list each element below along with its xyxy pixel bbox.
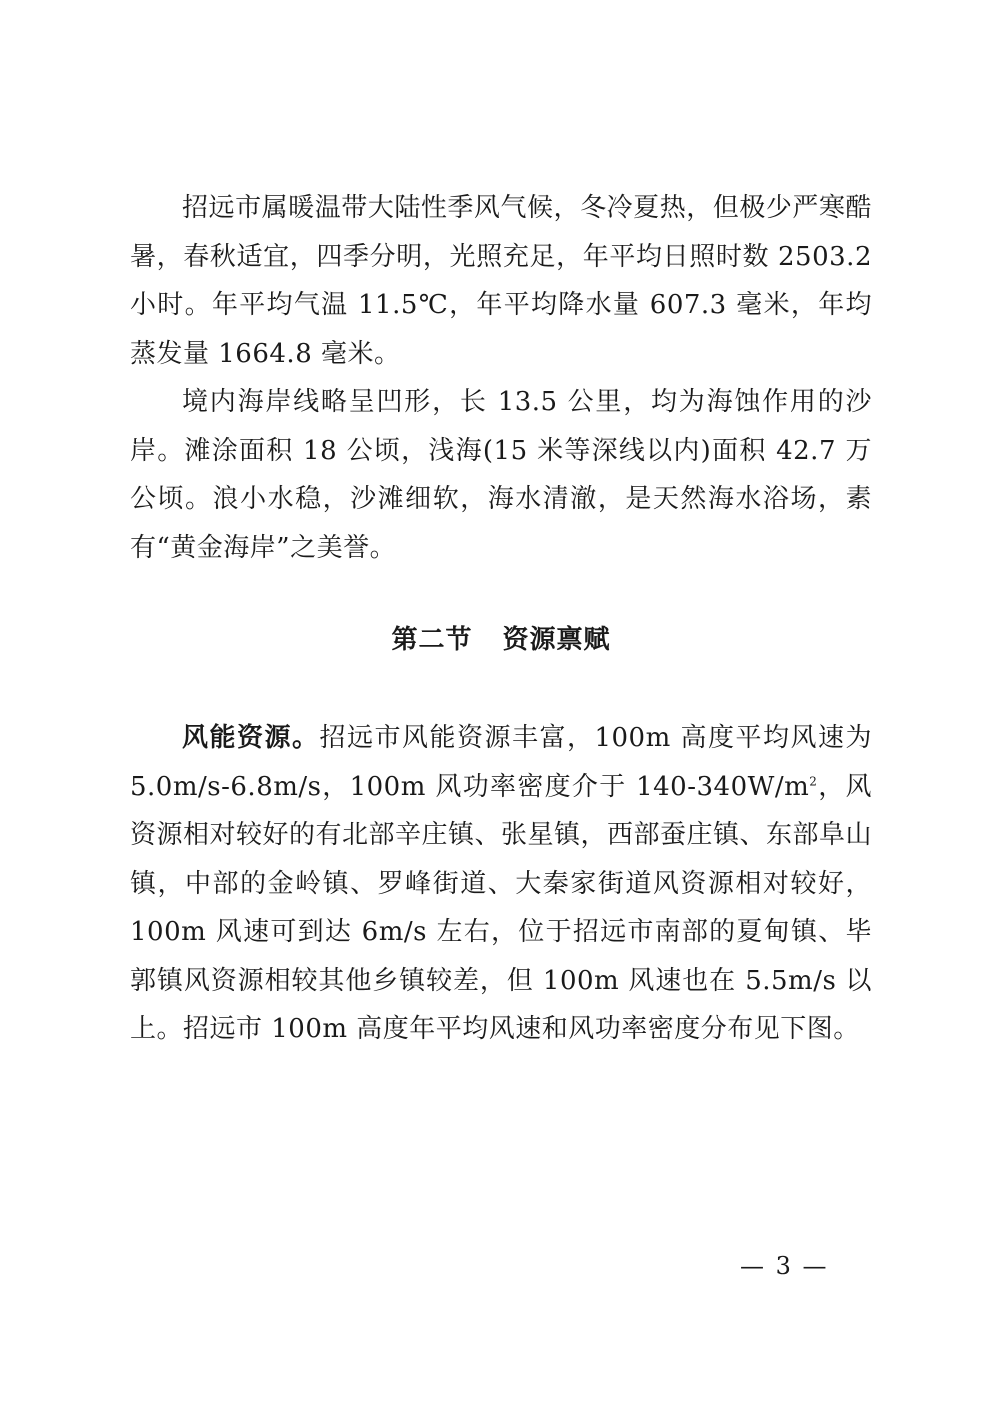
page-number: — 3 —	[740, 1252, 829, 1280]
unit-superscript: 2	[809, 773, 818, 788]
paragraph-wind-resources	[130, 714, 872, 1054]
section-heading	[130, 618, 872, 662]
section-number: 第二节	[391, 625, 473, 655]
paragraph-coast: 境内海岸线略呈凹形，长 13.5 公里，均为海蚀作用的沙岸。滩涂面积 18 公顷，浅海(15 米等深线以内)面积 42.7 万公顷。浪小水稳，沙滩细软，海水清澈，是天然海水浴场，素有“黄金海岸”之美誉。	[130, 387, 872, 563]
section-title: 资源禀赋	[502, 625, 611, 655]
wind-text-part1: 招远市风能资源丰富，100m 高度平均风速为 5.0m/s-6.8m/s，100m 风功率密度介于 140-340W/m	[130, 723, 872, 802]
wind-lead-text: 风能资源。	[182, 723, 320, 753]
wind-text-part2: ，风资源相对较好的有北部辛庄镇、张星镇，西部蚕庄镇、东部阜山镇，中部的金岭镇、罗峰街道、大秦家街道风资源相对较好，100m 风速可到达 6m/s 左右，位于招远市南部的夏甸镇、毕郭镇风资源相较其他乡镇较差，但 100m 风速也在 5.5m/s 以上。招远市 100m 高度年平均风速和风功率密度分布见下图。	[130, 771, 873, 1044]
paragraph-climate: 招远市属暖温带大陆性季风气候，冬冷夏热，但极少严寒酷暑，春秋适宜，四季分明，光照充足，年平均日照时数 2503.2 小时。年平均气温 11.5℃，年平均降水量 607.3 毫米，年均蒸发量 1664.8 毫米。	[130, 193, 872, 369]
